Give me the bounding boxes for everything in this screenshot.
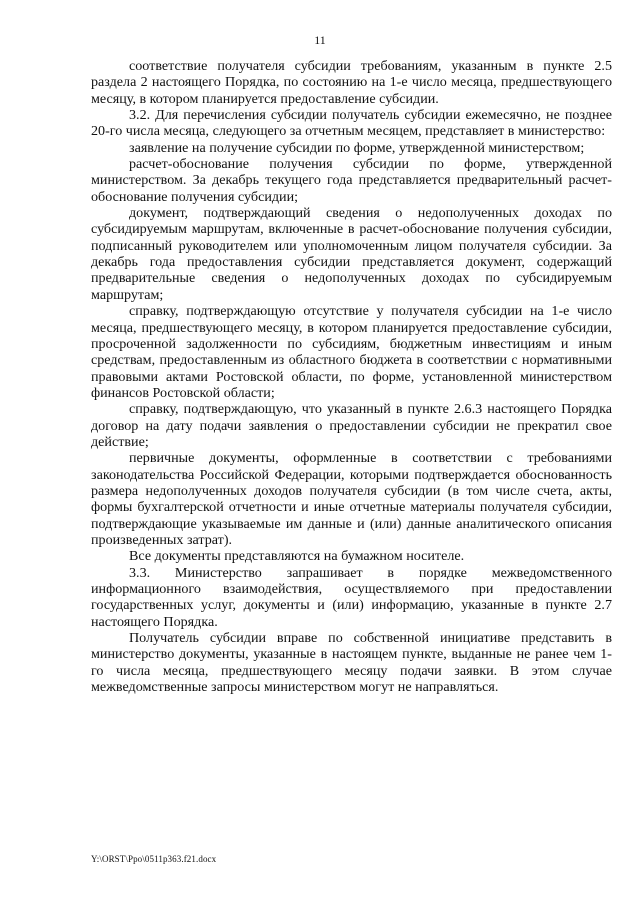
document-body (91, 58, 612, 695)
paragraph: соответствие получателя субсидии требованиям, указанным в пункте 2.5 раздела 2 настоящего Порядка, по состоянию на 1-е число месяца, предшествующего месяцу, в котором планируется предоставление субсидии. (91, 58, 612, 107)
paragraph: заявление на получение субсидии по форме, утвержденной министерством; (129, 139, 585, 156)
footer-file-path: Y:\ORST\Ppo\0511p363.f21.docx (91, 854, 217, 864)
paragraph: 3.3. Министерство запрашивает в порядке межведомственного информационного взаимодействия, осуществляемого при предоставлении государственных услуг, документы и (или) информацию, указанные в пункте 2.7 настоящего Порядка. (91, 564, 612, 630)
paragraph: 3.2. Для перечисления субсидии получатель субсидии ежемесячно, не позднее 20-го числа месяца, следующего за отчетным месяцем, представляет в министерство: (91, 107, 612, 140)
paragraph: справку, подтверждающую отсутствие у получателя субсидии на 1-е число месяца, предшествующего месяцу, в котором планируется предоставление субсидии, просроченной задолженности по субсидиям, бюджетным инвестициям и иным средствам, предоставленным из областного бюджета в соответствии с нормативными правовыми актами Ростовской области, по форме, установленной министерством финансов Ростовской области; (91, 303, 612, 401)
paragraph: первичные документы, оформленные в соответствии с требованиями законодательства Российской Федерации, которыми подтверждается обоснованность размера недополученных доходов получателя субсидии (в том числе счета, акты, формы бухгалтерской отчетности и иные отчетные материалы получателя субсидии, подтверждающие указываемые им данные и (или) данные аналитического описания произведенных затрат). (91, 450, 612, 548)
paragraph: Получатель субсидии вправе по собственной инициативе представить в министерство документы, указанные в настоящем пункте, выданные не ранее чем 1-го числа месяца, предшествующего месяцу подачи заявки. В этом случае межведомственные запросы министерством могут не направляться. (91, 630, 612, 696)
paragraph: документ, подтверждающий сведения о недополученных доходах по субсидируемым маршрутам, включенные в расчет-обоснование получения субсидии, подписанный руководителем или уполномоченным лицом получателя субсидии. За декабрь года предоставления субсидии представляется документ, содержащий предварительные сведения о недополученных доходах по субсидируемым маршрутам; (91, 205, 612, 303)
paragraph: расчет-обоснование получения субсидии по форме, утвержденной министерством. За декабрь текущего года представляется предварительный расчет-обоснование получения субсидии; (91, 156, 612, 205)
page-number: 11 (314, 33, 326, 47)
paragraph: Все документы представляются на бумажном носителе. (129, 548, 465, 565)
paragraph: справку, подтверждающую, что указанный в пункте 2.6.3 настоящего Порядка договор на дату подачи заявления о предоставлении субсидии не прекратил свое действие; (91, 401, 612, 450)
